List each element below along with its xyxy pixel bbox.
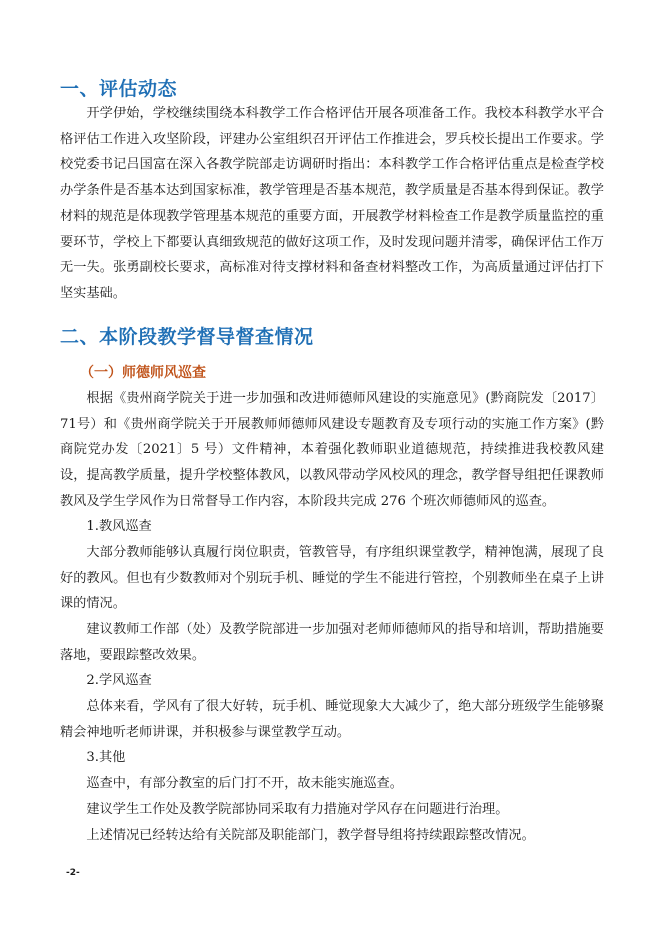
- study-style-paragraph: 总体来看，学风有了很大好转，玩手机、睡觉现象大大减少了，绝大部分班级学生能够聚精会神地听老师讲课，并积极参与课堂教学互动。: [60, 699, 604, 740]
- other-paragraph-2: 建议学生工作处及教学院部协同采取有力措施对学风存在问题进行治理。: [86, 802, 509, 817]
- ethics-intro-paragraph: 根据《贵州商学院关于进一步加强和改进师德师风建设的实施意见》(黔商院发〔2017〕71号）和《贵州商学院关于开展教师师德师风建设专题教育及专项行动的实施工作方案》(黔商院党办发〔2021〕5 号）文件精神，本着强化教师职业道德规范，持续推进我校教风建设，提高教学质量，提升学校整体教风，以教风带动学风校风的理念，教学督导组把任课教师教风及学生学风作为日常督导工作内容，本阶段共完成 276 个班次师德师风的巡查。: [60, 391, 605, 509]
- item-teaching-style-title: 1.教风巡查: [86, 519, 152, 534]
- subheading-ethics-patrol: （一）师德师风巡查: [80, 365, 206, 381]
- section-heading-supervision: 二、本阶段教学督导督查情况: [60, 326, 314, 348]
- teaching-style-paragraph: 大部分教师能够认真履行岗位职责，管教管导，有序组织课堂教学，精神饱满，展现了良好的教风。但也有少数教师对个别玩手机、睡觉的学生不能进行管控，个别教师坐在桌子上讲课的情况。: [60, 545, 604, 612]
- item-other-title: 3.其他: [86, 750, 126, 765]
- item-study-style-title: 2.学风巡查: [86, 673, 152, 688]
- teaching-style-suggestion: 建议教师工作部（处）及教学院部进一步加强对老师师德师风的指导和培训，帮助措施要落地，要跟踪整改效果。: [60, 622, 604, 663]
- page-number: -2-: [66, 868, 80, 878]
- assessment-paragraph: 开学伊始，学校继续围绕本科教学工作合格评估开展各项准备工作。我校本科教学水平合格评估工作进入攻坚阶段，评建办公室组织召开评估工作推进会，罗兵校长提出工作要求。学校党委书记吕国富在深入各教学院部走访调研时指出：本科教学工作合格评估重点是检查学校办学条件是否基本达到国家标准，教学管理是否基本规范，教学质量是否基本得到保证。教学材料的规范是体现教学管理基本规范的重要方面，开展教学材料检查工作是教学质量监控的重要环节，学校上下都要认真细致规范的做好这项工作，及时发现问题并清零，确保评估工作万无一失。张勇副校长要求，高标准对待支撑材料和备查材料整改工作，为高质量通过评估打下坚实基础。: [60, 106, 604, 301]
- other-paragraph-1: 巡查中，有部分教室的后门打不开，故未能实施巡查。: [86, 776, 403, 791]
- section-heading-assessment: 一、评估动态: [60, 78, 178, 100]
- other-paragraph-3: 上述情况已经转达给有关院部及职能部门，教学督导组将持续跟踪整改情况。: [86, 828, 535, 843]
